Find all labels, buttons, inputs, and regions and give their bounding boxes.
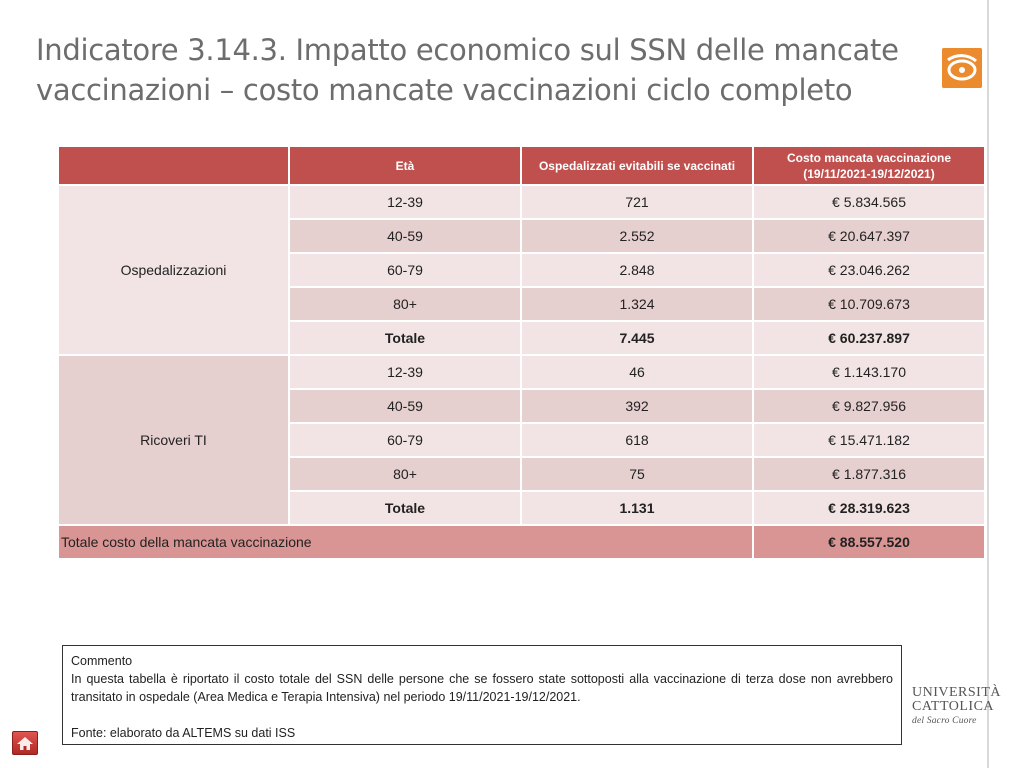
grand-total-label: Totale costo della mancata vaccinazione (58, 525, 753, 559)
age-cell: 12-39 (289, 355, 521, 389)
slide-title (36, 30, 916, 110)
age-cell: Totale (289, 491, 521, 525)
cost-cell: € 9.827.956 (753, 389, 985, 423)
university-logo-line1: UNIVERSITÀ (912, 685, 1001, 700)
table-row (58, 355, 985, 389)
home-icon (13, 732, 37, 754)
university-logo-line3: del Sacro Cuore (912, 716, 977, 726)
count-cell: 7.445 (521, 321, 753, 355)
comment-box (62, 645, 902, 745)
cost-cell: € 5.834.565 (753, 185, 985, 219)
cost-cell: € 15.471.182 (753, 423, 985, 457)
cost-cell: € 1.143.170 (753, 355, 985, 389)
count-cell: 2.848 (521, 253, 753, 287)
header-empty-cell (58, 146, 289, 185)
group-label-ricoveri-ti: Ricoveri TI (58, 355, 289, 525)
grand-total-row (58, 525, 985, 559)
age-cell: 40-59 (289, 219, 521, 253)
group-label-ospedalizzazioni: Ospedalizzazioni (58, 185, 289, 355)
cost-cell: € 20.647.397 (753, 219, 985, 253)
cost-cell: € 1.877.316 (753, 457, 985, 491)
count-cell: 1.131 (521, 491, 753, 525)
header-avoidable-hospitalized: Ospedalizzati evitabili se vaccinati (521, 146, 753, 185)
university-logo-line2: CATTOLICA (912, 699, 995, 714)
age-cell: 80+ (289, 457, 521, 491)
header-cost-label: Costo mancata vaccinazione (786, 150, 952, 165)
comment-source: Fonte: elaborato da ALTEMS su dati ISS (71, 726, 296, 740)
altems-logo-icon (942, 48, 982, 88)
age-cell: 60-79 (289, 253, 521, 287)
table-row (58, 185, 985, 219)
university-logo (912, 685, 1001, 728)
count-cell: 2.552 (521, 219, 753, 253)
home-button[interactable] (12, 731, 38, 755)
count-cell: 75 (521, 457, 753, 491)
count-cell: 46 (521, 355, 753, 389)
table-header-row (58, 146, 985, 185)
age-cell: 12-39 (289, 185, 521, 219)
header-cost (753, 146, 985, 185)
count-cell: 618 (521, 423, 753, 457)
cost-cell: € 28.319.623 (753, 491, 985, 525)
cost-cell: € 60.237.897 (753, 321, 985, 355)
comment-title: Commento (71, 654, 133, 668)
cost-cell: € 10.709.673 (753, 287, 985, 321)
age-cell: 40-59 (289, 389, 521, 423)
slide-right-divider (987, 0, 989, 768)
slide-title-line1: Indicatore 3.14.3. Impatto economico sul SSN delle mancate (36, 33, 899, 67)
count-cell: 392 (521, 389, 753, 423)
cost-table (57, 145, 986, 560)
count-cell: 721 (521, 185, 753, 219)
header-age: Età (289, 146, 521, 185)
cost-cell: € 23.046.262 (753, 253, 985, 287)
age-cell: 80+ (289, 287, 521, 321)
grand-total-value: € 88.557.520 (753, 525, 985, 559)
age-cell: 60-79 (289, 423, 521, 457)
comment-body: In questa tabella è riportato il costo totale del SSN delle persone che se fossero state sottoposti alla vaccinazione di terza dose non avrebbero transitato in ospedale (Area Medica e Terapia Intensiva) nel periodo 19/11/2021-19/12/2021. (71, 672, 893, 704)
slide-title-line2: vaccinazioni – costo mancate vaccinazioni ciclo completo (36, 73, 853, 107)
count-cell: 1.324 (521, 287, 753, 321)
age-cell: Totale (289, 321, 521, 355)
header-cost-period: (19/11/2021-19/12/2021) (803, 166, 935, 181)
